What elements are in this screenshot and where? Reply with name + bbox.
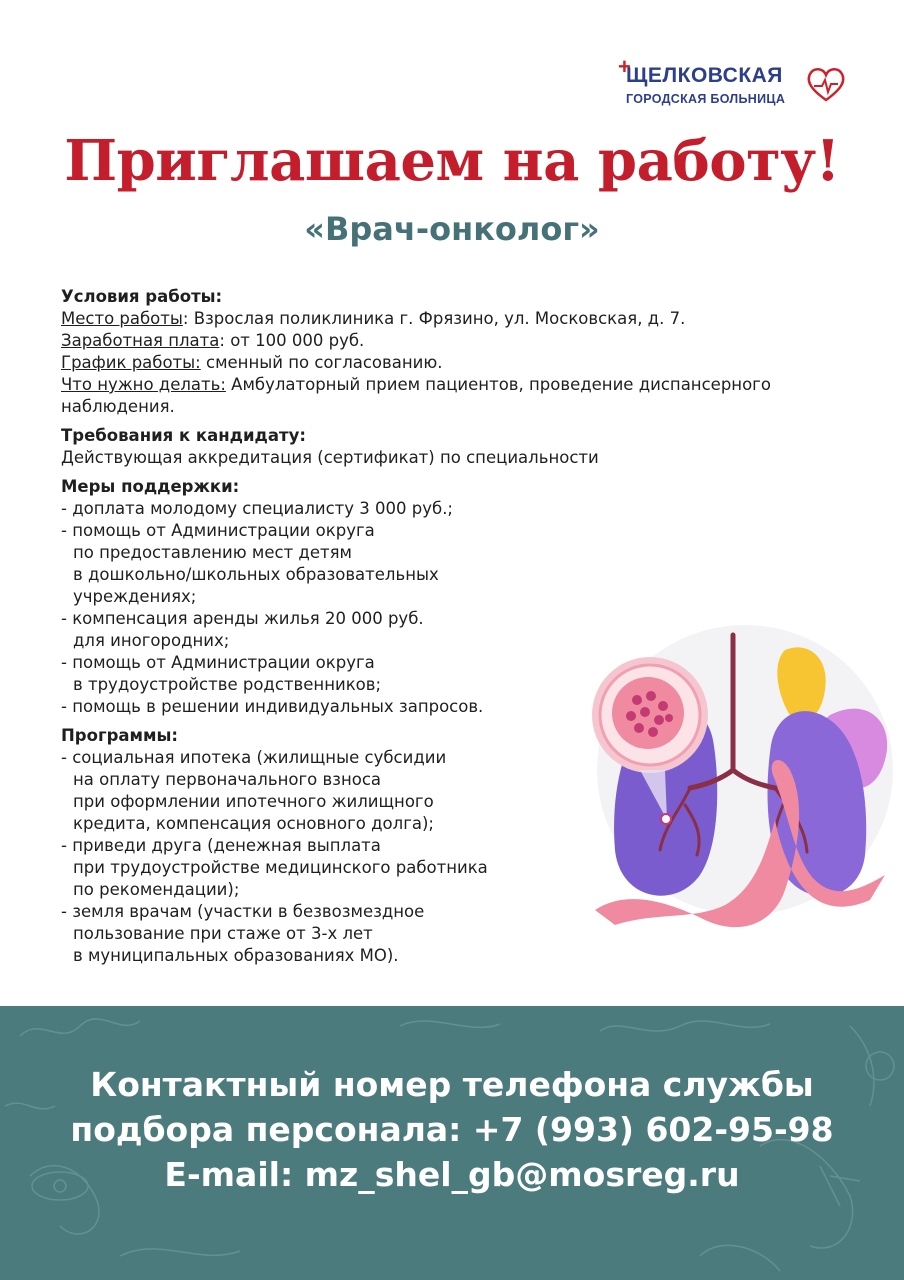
support-line: - компенсация аренды жилья 20 000 руб.	[61, 609, 424, 628]
support-line: - доплата молодому специалисту 3 000 руб.;	[61, 499, 453, 518]
program-line: - приведи друга (денежная выплата	[61, 836, 381, 855]
hospital-logo	[612, 54, 852, 114]
salary-label: Заработная плата	[61, 331, 220, 350]
support-line: в трудоустройстве родственников;	[73, 675, 382, 694]
contact-block	[0, 1062, 904, 1197]
program-line: - социальная ипотека (жилищные субсидии	[61, 748, 447, 767]
contact-line1: Контактный номер телефона службы	[90, 1065, 814, 1104]
programs-heading: Программы:	[61, 726, 179, 745]
duties-row	[61, 374, 841, 418]
program-line: в муниципальных образованиях МО).	[73, 946, 399, 965]
support-line: - помощь в решении индивидуальных запросов.	[61, 697, 484, 716]
program-line: при оформлении ипотечного жилищного	[73, 792, 434, 811]
support-heading: Меры поддержки:	[61, 477, 240, 496]
requirements-section	[61, 425, 861, 469]
requirements-heading: Требования к кандидату:	[61, 426, 306, 445]
program-line: на оплату первоначального взноса	[73, 770, 382, 789]
page-title: Приглашаем на работу!	[64, 128, 840, 194]
contact-phone[interactable]: подбора персонала: +7 (993) 602-95-98	[70, 1110, 834, 1149]
conditions-heading: Условия работы:	[61, 287, 223, 306]
salary-value: : от 100 000 руб.	[219, 331, 365, 350]
support-line: по предоставлению мест детям	[73, 543, 352, 562]
place-value: : Взрослая поликлиника г. Фрязино, ул. Московская, д. 7.	[182, 309, 686, 328]
support-line: учреждениях;	[73, 587, 197, 606]
duties-value: Амбулаторный прием пациентов, проведение диспансерного наблюдения.	[61, 375, 771, 416]
contact-footer	[0, 1006, 904, 1280]
program-line: кредита, компенсация основного долга);	[73, 814, 434, 833]
support-line: - помощь от Администрации округа	[61, 521, 375, 540]
support-line: - помощь от Администрации округа	[61, 653, 375, 672]
heart-logo-icon	[804, 64, 848, 104]
requirements-text: Действующая аккредитация (сертификат) по специальности	[61, 448, 599, 467]
place-label: Место работы	[61, 309, 183, 328]
contact-email[interactable]: E-mail: mz_shel_gb@mosreg.ru	[164, 1155, 740, 1194]
logo-line2: ГОРОДСКАЯ БОЛЬНИЦА	[626, 92, 786, 106]
schedule-row	[61, 352, 861, 374]
program-line: - земля врачам (участки в безвозмездное	[61, 902, 425, 921]
support-line: для иногородних;	[73, 631, 230, 650]
salary-row	[61, 330, 861, 352]
schedule-label: График работы:	[61, 353, 201, 372]
place-row	[61, 308, 861, 330]
support-line: в дошкольно/школьных образовательных	[73, 565, 439, 584]
programs-section	[61, 725, 581, 967]
medical-cross-icon: +	[618, 54, 631, 79]
position-title: «Врач-онколог»	[304, 210, 600, 248]
duties-label: Что нужно делать:	[61, 375, 226, 394]
program-line: пользование при стаже от 3-х лет	[73, 924, 373, 943]
schedule-value: сменный по согласованию.	[200, 353, 443, 372]
lungs-oncology-illustration	[585, 620, 895, 940]
conditions-section	[61, 286, 861, 418]
program-line: по рекомендации);	[73, 880, 240, 899]
support-section	[61, 476, 581, 718]
logo-line1: ЩЕЛКОВСКАЯ	[626, 64, 783, 87]
program-line: при трудоустройстве медицинского работника	[73, 858, 488, 877]
